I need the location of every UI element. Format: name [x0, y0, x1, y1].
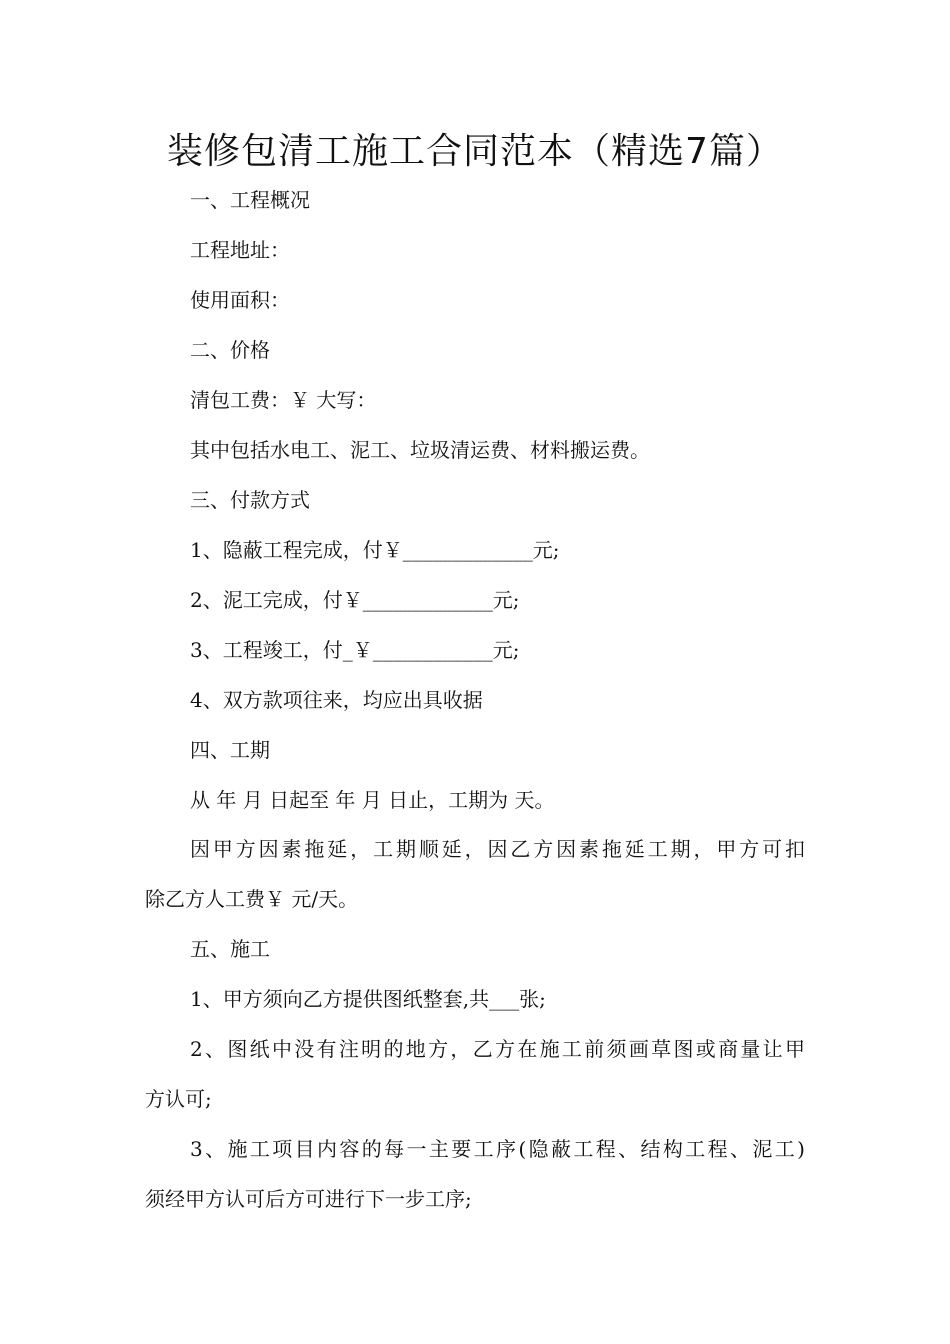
delay-clause-line-2: 除乙方人工费￥ 元/天。	[145, 887, 359, 911]
delay-clause-line-1: 因甲方因素拖延，工期顺延，因乙方因素拖延工期，甲方可扣	[190, 837, 805, 861]
section-heading-construction: 五、施工	[190, 937, 270, 961]
section-heading-schedule: 四、工期	[190, 738, 270, 762]
fee-includes-line: 其中包括水电工、泥工、垃圾清运费、材料搬运费。	[190, 438, 650, 462]
construction-item-2-line-1: 2、图纸中没有注明的地方，乙方在施工前须画草图或商量让甲	[190, 1037, 805, 1061]
schedule-dates-line: 从 年 月 日起至 年 月 日止，工期为 天。	[190, 788, 555, 812]
section-heading-overview: 一、工程概况	[190, 188, 310, 212]
section-heading-payment: 三、付款方式	[190, 488, 310, 512]
usage-area-line: 使用面积：	[190, 288, 290, 312]
payment-item-4: 4、双方款项往来，均应出具收据	[190, 688, 483, 712]
payment-item-2: 2、泥工完成，付￥_____________元;	[190, 588, 520, 612]
construction-item-3-line-2: 须经甲方认可后方可进行下一步工序;	[145, 1187, 472, 1211]
construction-item-3-line-1: 3、施工项目内容的每一主要工序(隐蔽工程、结构工程、泥工)	[190, 1137, 805, 1161]
construction-item-1: 1、甲方须向乙方提供图纸整套,共___张;	[190, 987, 546, 1011]
section-heading-price: 二、价格	[190, 338, 270, 362]
project-address-line: 工程地址：	[190, 238, 290, 262]
payment-item-3: 3、工程竣工，付_￥____________元;	[190, 638, 520, 662]
payment-item-1: 1、隐蔽工程完成，付￥_____________元;	[190, 538, 560, 562]
labor-fee-line: 清包工费：￥ 大写：	[190, 388, 377, 412]
construction-item-2-line-2: 方认可;	[145, 1087, 212, 1111]
document-title: 装修包清工施工合同范本（精选7篇）	[167, 131, 783, 172]
